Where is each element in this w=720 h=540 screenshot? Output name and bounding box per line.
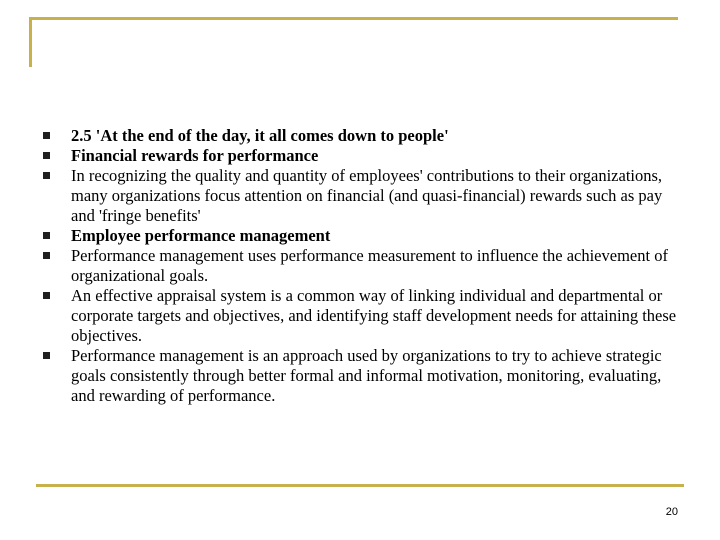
bullet-item-management-approach <box>40 346 680 406</box>
square-bullet-icon <box>43 252 50 259</box>
square-bullet-icon <box>43 132 50 139</box>
bullet-list <box>40 126 680 406</box>
bullet-item-section-title <box>40 126 680 146</box>
bullet-text: Employee performance management <box>71 226 331 245</box>
square-bullet-icon <box>43 352 50 359</box>
bullet-item-appraisal-system <box>40 286 680 346</box>
bullet-text: An effective appraisal system is a common way of linking individual and departmental or corporate targets and objectives, and identifying staff development needs for attaining these objectives. <box>71 286 677 345</box>
square-bullet-icon <box>43 232 50 239</box>
square-bullet-icon <box>43 292 50 299</box>
top-accent-rule <box>29 17 678 20</box>
bottom-accent-rule <box>36 484 684 487</box>
bullet-item-performance-measurement <box>40 246 680 286</box>
bullet-text: Financial rewards for performance <box>71 146 319 165</box>
bullet-text: Performance management is an approach used by organizations to try to achieve strategic goals consistently through better formal and informal motivation, monitoring, evaluating, and rewarding of performance. <box>71 346 662 405</box>
bullet-text: In recognizing the quality and quantity of employees' contributions to their organizations, many organizations focus attention on financial (and quasi-financial) rewards such as pay and 'fringe benefits' <box>71 166 663 225</box>
bullet-item-employee-performance-management <box>40 226 680 246</box>
bullet-text: 2.5 'At the end of the day, it all comes down to people' <box>71 126 449 145</box>
left-accent-rule <box>29 17 32 67</box>
square-bullet-icon <box>43 172 50 179</box>
page-number: 20 <box>665 506 678 518</box>
bullet-item-financial-rewards <box>40 146 680 166</box>
bullet-text: Performance management uses performance measurement to influence the achievement of organizational goals. <box>71 246 668 285</box>
bullet-item-recognizing-quality <box>40 166 680 226</box>
square-bullet-icon <box>43 152 50 159</box>
